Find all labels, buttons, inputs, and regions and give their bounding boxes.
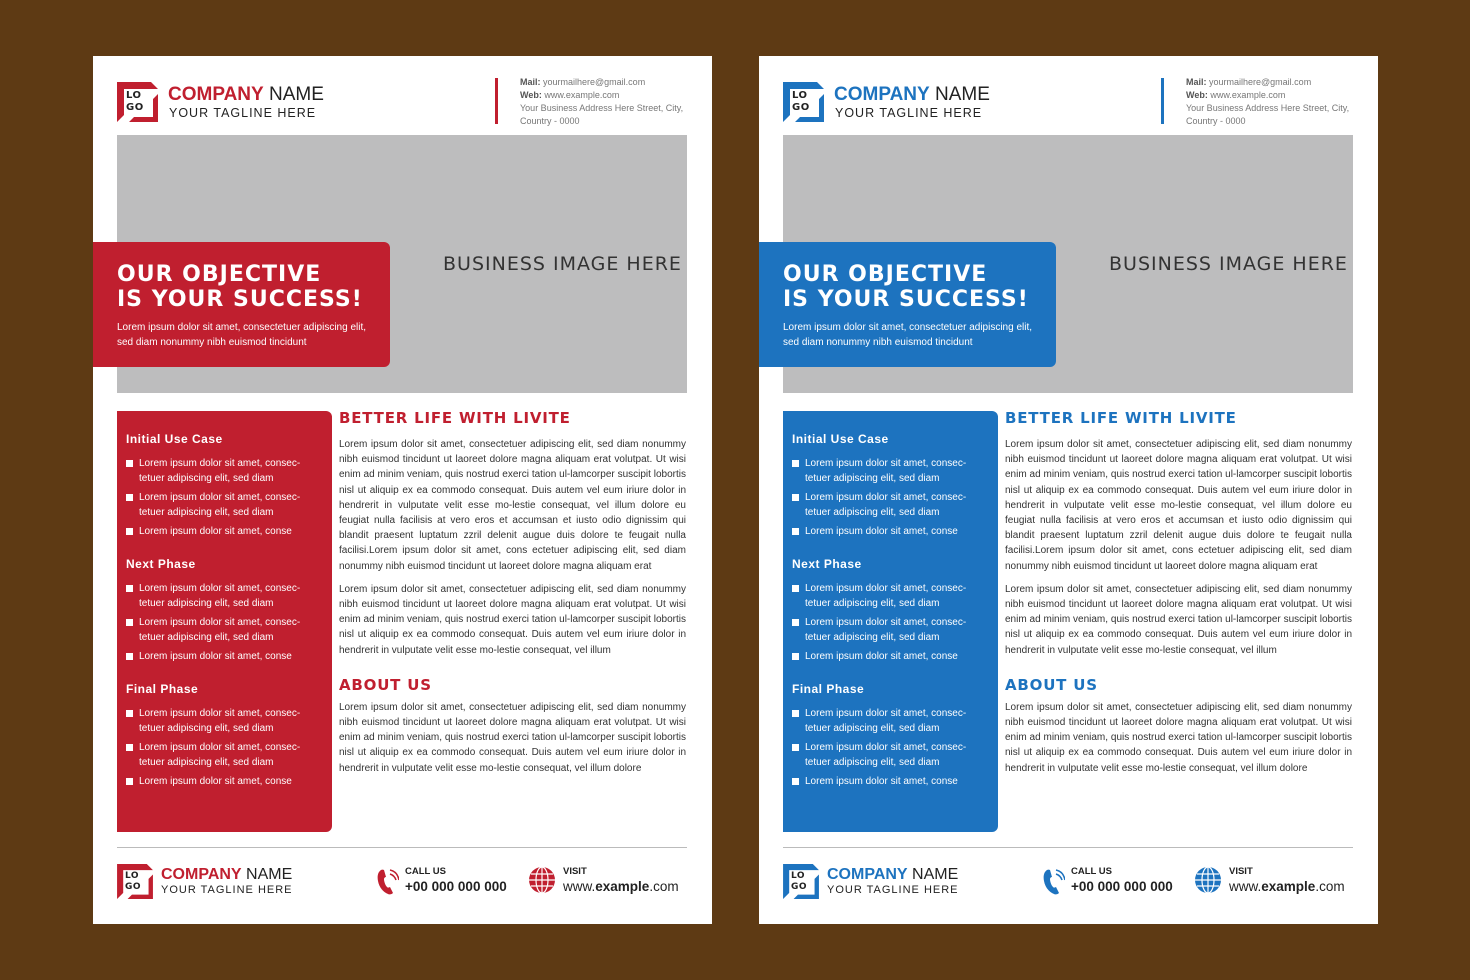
logo-mark-icon xyxy=(117,82,158,122)
visit-label: VISIT xyxy=(563,866,587,877)
contact-web: Web: www.example.com xyxy=(1186,90,1286,100)
company-name xyxy=(168,84,324,106)
header-divider xyxy=(1161,78,1164,124)
header-divider xyxy=(495,78,498,124)
phase-block xyxy=(792,682,990,789)
contact-info xyxy=(520,76,700,128)
list-item: Lorem ipsum dolor sit amet, consec-tetuer adipiscing elit, sed diam xyxy=(126,581,324,611)
phase-title: Next Phase xyxy=(126,557,196,571)
phase-title: Initial Use Case xyxy=(792,432,889,446)
list-item: Lorem ipsum dolor sit amet, consec-tetuer adipiscing elit, sed diam xyxy=(126,490,324,520)
logo-text-line2: GO xyxy=(126,102,144,113)
footer-company-tagline: YOUR TAGLINE HERE xyxy=(827,884,959,896)
globe-icon xyxy=(528,866,556,894)
body-paragraph: Lorem ipsum dolor sit amet, consectetuer adipiscing elit, sed diam nonummy nibh euismod tincidunt ut laoreet dolore magna aliquam erat volutpat. Ut wisi enim ad minim veniam, quis nostrud exerci tation ul-lamcorper suscipit lobortis nisl ut aliquip ex ea commodo consequat. Duis autem vel eum iriure dolor in hendrerit in vulputate velit esse mo-lestie consequat, vel illum xyxy=(1005,583,1352,656)
body-paragraph: Lorem ipsum dolor sit amet, consectetuer adipiscing elit, sed diam nonummy nibh euismod tincidunt ut laoreet dolore magna aliquam erat volutpat. Ut wisi enim ad minim veniam, quis nostrud exerci tation ul-lamcorper suscipit lobortis nisl ut aliquip ex ea commodo consequat. Duis autem vel eum iriure dolor in hendrerit in vulputate velit esse mo-lestie consequat, vel illum dolore eu feugiat nulla facilisis at vero eros et accumsan et iusto odio dignissim qui blandit praesent luptatum zzril delenit augue duis dolore te feugait nulla facilisi.Lorem ipsum dolor sit amet, cons ectetuer adipiscing elit, sed diam nonummy nibh euismod tincidunt ut laoreet dolore magna aliquam erat xyxy=(1005,439,1352,572)
phases-panel xyxy=(783,411,998,832)
list-item: Lorem ipsum dolor sit amet, conse xyxy=(126,774,324,789)
objective-headline: OUR OBJECTIVE IS YOUR SUCCESS! xyxy=(117,262,363,312)
list-item: Lorem ipsum dolor sit amet, conse xyxy=(126,524,324,539)
logo-mark-icon xyxy=(783,82,824,122)
company-tagline: YOUR TAGLINE HERE xyxy=(835,106,983,120)
company-name-bold: COMPANY xyxy=(168,84,264,105)
business-image-label: BUSINESS IMAGE HERE xyxy=(443,253,682,275)
phase-block xyxy=(126,682,324,789)
logo-text-line2: GO xyxy=(125,882,142,892)
company-name-light: NAME xyxy=(263,84,324,105)
call-us-label: CALL US xyxy=(1071,866,1112,877)
body-paragraph: Lorem ipsum dolor sit amet, consectetuer adipiscing elit, sed diam nonummy nibh euismod tincidunt ut laoreet dolore magna aliquam erat volutpat. Ut wisi enim ad minim veniam, quis nostrud exerci tation ul-lamcorper suscipit lobortis nisl ut aliquip ex ea commodo consequat. Duis autem vel eum iriure dolor in hendrerit in vulputate velit esse mo-lestie consequat, vel illum dolore eu feugiat nulla facilisis at vero eros et accumsan et iusto odio dignissim qui blandit praesent luptatum zzril delenit augue duis dolore te feugait nulla facilisi.Lorem ipsum dolor sit amet, cons ectetuer adipiscing elit, sed diam nonummy nibh euismod tincidunt ut laoreet dolore magna aliquam erat xyxy=(339,439,686,572)
company-name-bold: COMPANY xyxy=(161,866,242,883)
section-heading-better-life: BETTER LIFE WITH LIVITE xyxy=(339,409,571,427)
objective-banner xyxy=(759,242,1056,367)
visit-label: VISIT xyxy=(1229,866,1253,877)
list-item: Lorem ipsum dolor sit amet, consec-tetuer adipiscing elit, sed diam xyxy=(792,456,990,486)
globe-icon xyxy=(1194,866,1222,894)
logo-text-line2: GO xyxy=(792,102,810,113)
contact-mail: Mail: yourmailhere@gmail.com xyxy=(1186,77,1312,87)
main-content xyxy=(339,409,686,784)
list-item: Lorem ipsum dolor sit amet, conse xyxy=(792,649,990,664)
phase-block xyxy=(126,557,324,664)
footer-divider xyxy=(783,847,1353,848)
list-item: Lorem ipsum dolor sit amet, conse xyxy=(792,774,990,789)
contact-info xyxy=(1186,76,1366,128)
contact-address: Your Business Address Here Street, City, Country - 0000 xyxy=(520,103,684,126)
main-content xyxy=(1005,409,1352,784)
flyer-red-variant xyxy=(93,56,712,924)
list-item: Lorem ipsum dolor sit amet, consec-tetuer adipiscing elit, sed diam xyxy=(792,581,990,611)
phase-block xyxy=(792,557,990,664)
list-item: Lorem ipsum dolor sit amet, consec-tetuer adipiscing elit, sed diam xyxy=(792,615,990,645)
logo-text-line1: LO xyxy=(792,90,808,101)
body-paragraph: Lorem ipsum dolor sit amet, consectetuer adipiscing elit, sed diam nonummy nibh euismod tincidunt ut laoreet dolore magna aliquam erat volutpat. Ut wisi enim ad minim veniam, quis nostrud exerci tation ul-lamcorper suscipit lobortis nisl ut aliquip ex ea commodo consequat. Duis autem vel eum iriure dolor in hendrerit in vulputate velit esse mo-lestie consequat, vel illum xyxy=(339,583,686,656)
list-item: Lorem ipsum dolor sit amet, consec-tetuer adipiscing elit, sed diam xyxy=(792,706,990,736)
logo-mark-icon xyxy=(783,864,819,899)
phase-title: Final Phase xyxy=(126,682,199,696)
phase-title: Final Phase xyxy=(792,682,865,696)
logo-text-line1: LO xyxy=(791,871,806,881)
objective-subtext: Lorem ipsum dolor sit amet, consectetuer adipiscing elit, sed diam nonummy nibh euismod tincidunt xyxy=(783,322,1033,348)
list-item: Lorem ipsum dolor sit amet, consec-tetuer adipiscing elit, sed diam xyxy=(126,456,324,486)
list-item: Lorem ipsum dolor sit amet, consec-tetuer adipiscing elit, sed diam xyxy=(126,706,324,736)
contact-web: Web: www.example.com xyxy=(520,90,620,100)
list-item: Lorem ipsum dolor sit amet, consec-tetuer adipiscing elit, sed diam xyxy=(126,615,324,645)
company-name-light: NAME xyxy=(907,866,959,883)
logo-text-line2: GO xyxy=(791,882,808,892)
company-name-light: NAME xyxy=(241,866,293,883)
list-item: Lorem ipsum dolor sit amet, consec-tetuer adipiscing elit, sed diam xyxy=(792,740,990,770)
list-item: Lorem ipsum dolor sit amet, conse xyxy=(126,649,324,664)
call-us-number[interactable]: +00 000 000 000 xyxy=(1071,879,1173,894)
contact-mail: Mail: yourmailhere@gmail.com xyxy=(520,77,646,87)
phases-panel xyxy=(117,411,332,832)
list-item: Lorem ipsum dolor sit amet, consec-tetuer adipiscing elit, sed diam xyxy=(792,490,990,520)
body-paragraph: Lorem ipsum dolor sit amet, consectetuer adipiscing elit, sed diam nonummy nibh euismod tincidunt ut laoreet dolore magna aliquam erat volutpat. Ut wisi enim ad minim veniam, quis nostrud exerci tation ul-lamcorper suscipit lobortis nisl ut aliquip ex ea commodo consequat. Duis autem vel eum iriure dolor in hendrerit in vulputate velit esse mo-lestie consequat, vel illum dolore xyxy=(1005,701,1352,774)
visit-url-link[interactable]: www.example.com xyxy=(1229,879,1345,894)
phone-icon xyxy=(377,868,399,896)
phase-title: Initial Use Case xyxy=(126,432,223,446)
phase-block xyxy=(126,432,324,539)
objective-banner xyxy=(93,242,390,367)
section-heading-better-life: BETTER LIFE WITH LIVITE xyxy=(1005,409,1237,427)
body-paragraph: Lorem ipsum dolor sit amet, consectetuer adipiscing elit, sed diam nonummy nibh euismod tincidunt ut laoreet dolore magna aliquam erat volutpat. Ut wisi enim ad minim veniam, quis nostrud exerci tation ul-lamcorper suscipit lobortis nisl ut aliquip ex ea commodo consequat. Duis autem vel eum iriure dolor in hendrerit in vulputate velit esse mo-lestie consequat, vel illum dolore xyxy=(339,701,686,774)
logo-text-line1: LO xyxy=(126,90,142,101)
section-heading-about-us: ABOUT US xyxy=(1005,675,1098,694)
footer-company-name xyxy=(827,866,958,884)
footer-company-tagline: YOUR TAGLINE HERE xyxy=(161,884,293,896)
contact-address: Your Business Address Here Street, City, Country - 0000 xyxy=(1186,103,1350,126)
phone-icon xyxy=(1043,868,1065,896)
logo-mark-icon xyxy=(117,864,153,899)
list-item: Lorem ipsum dolor sit amet, consec-tetuer adipiscing elit, sed diam xyxy=(126,740,324,770)
logo-text-line1: LO xyxy=(125,871,140,881)
list-item: Lorem ipsum dolor sit amet, conse xyxy=(792,524,990,539)
footer-divider xyxy=(117,847,687,848)
flyer-blue-variant xyxy=(759,56,1378,924)
company-name-light: NAME xyxy=(929,84,990,105)
objective-subtext: Lorem ipsum dolor sit amet, consectetuer adipiscing elit, sed diam nonummy nibh euismod tincidunt xyxy=(117,322,367,348)
call-us-number[interactable]: +00 000 000 000 xyxy=(405,879,507,894)
objective-headline: OUR OBJECTIVE IS YOUR SUCCESS! xyxy=(783,262,1029,312)
company-tagline: YOUR TAGLINE HERE xyxy=(169,106,317,120)
footer-company-name xyxy=(161,866,292,884)
visit-url-link[interactable]: www.example.com xyxy=(563,879,679,894)
phase-title: Next Phase xyxy=(792,557,862,571)
company-name xyxy=(834,84,990,106)
phase-block xyxy=(792,432,990,539)
business-image-label: BUSINESS IMAGE HERE xyxy=(1109,253,1348,275)
company-name-bold: COMPANY xyxy=(834,84,930,105)
call-us-label: CALL US xyxy=(405,866,446,877)
section-heading-about-us: ABOUT US xyxy=(339,675,432,694)
company-name-bold: COMPANY xyxy=(827,866,908,883)
